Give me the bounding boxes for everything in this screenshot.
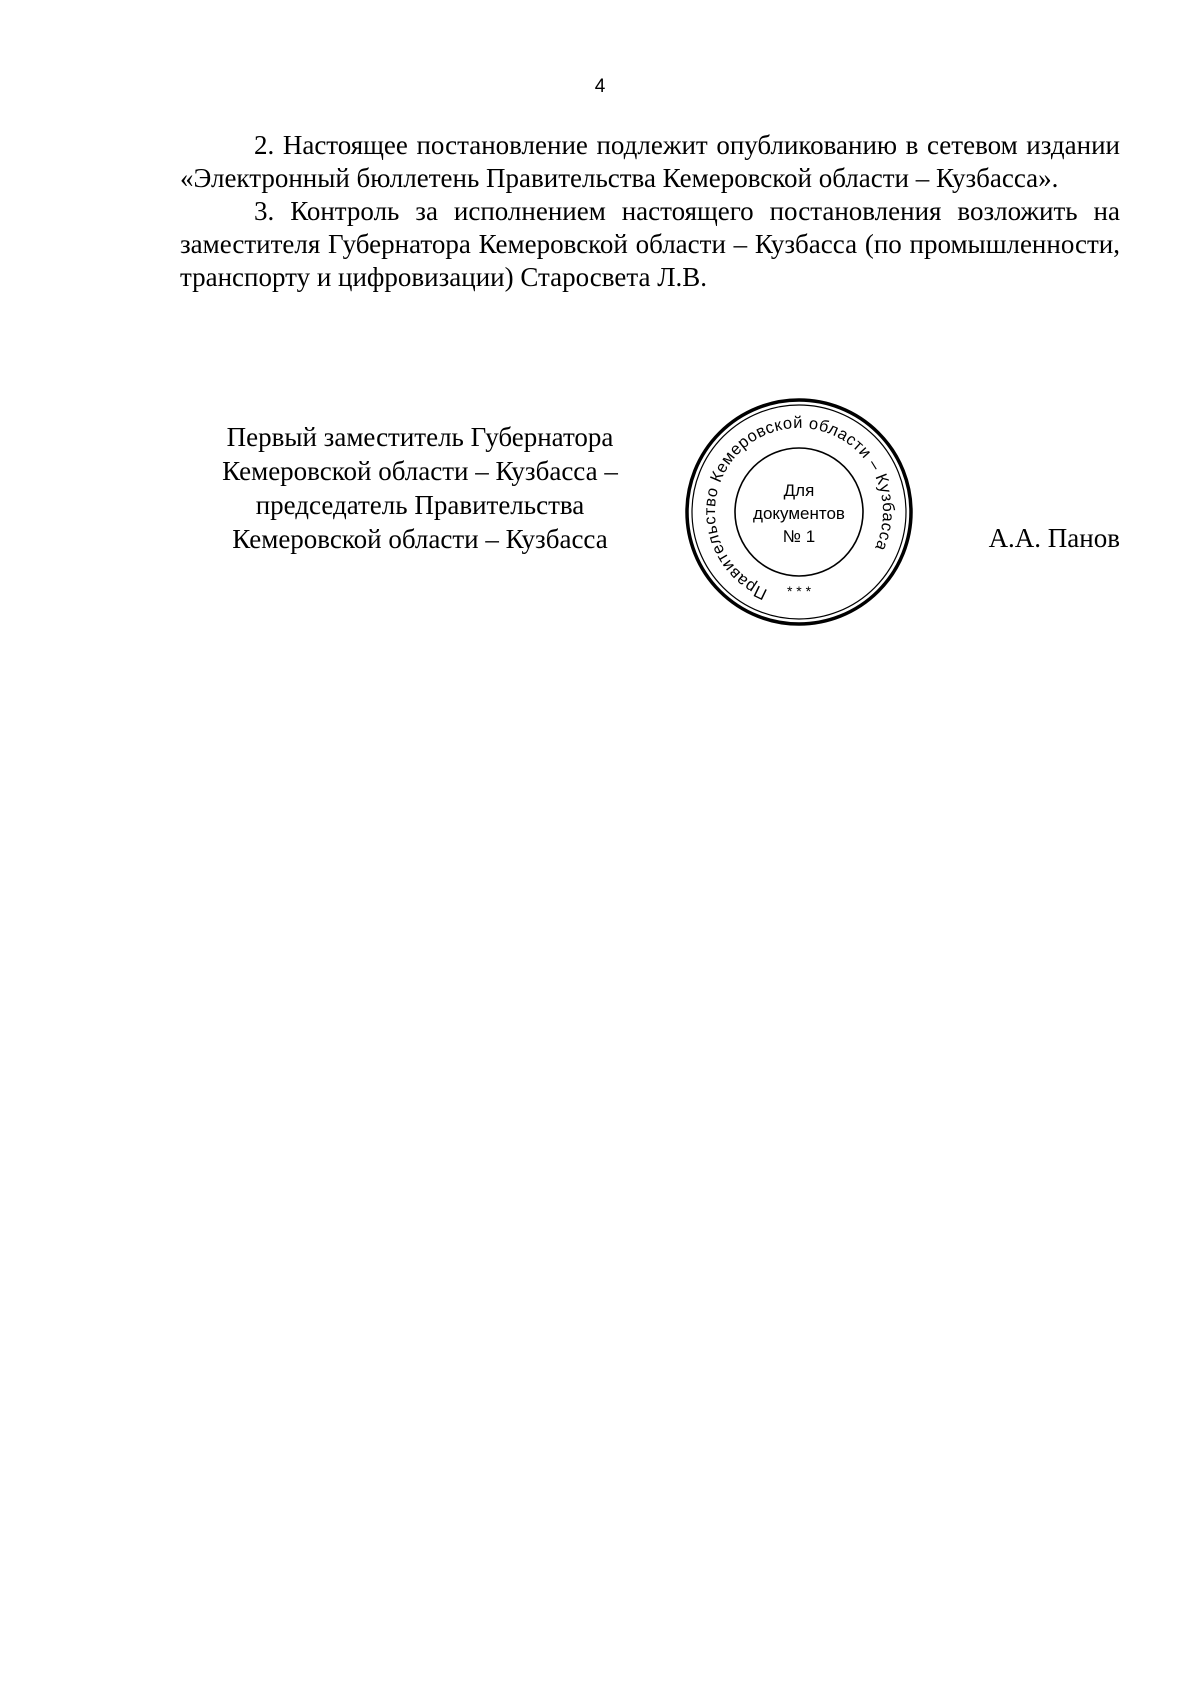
stamp-center-line: Для: [783, 481, 815, 500]
stamp-center-line: № 1: [782, 527, 816, 546]
stamp-bottom-mark: * * *: [786, 583, 812, 599]
paragraph-control: 3. Контроль за исполнением настоящего постановления возложить на заместителя Губернатора Кемеровской области – Кузбасса (по промышленности, транспорту и цифровизации) Старосвета Л.В.: [180, 196, 1120, 292]
position-line: Кемеровской области – Кузбасса –: [222, 456, 618, 486]
stamp-center-line: документов: [753, 504, 845, 523]
paragraph-publication: 2. Настоящее постановление подлежит опубликованию в сетевом издании «Электронный бюллетень Правительства Кемеровской области – Кузбасса».: [180, 130, 1120, 193]
signatory-position: [200, 420, 640, 556]
position-line: Кемеровской области – Кузбасса: [232, 524, 608, 554]
position-line: Первый заместитель Губернатора: [226, 422, 614, 452]
stamp-ring-text: Правительство Кемеровской области – Кузбасса: [700, 413, 898, 603]
signer-name: А.А. Панов: [988, 523, 1120, 553]
official-seal-stamp: [683, 396, 915, 628]
position-line: председатель Правительства: [255, 490, 585, 520]
document-body: [180, 129, 1120, 294]
page-number: 4: [594, 76, 606, 97]
